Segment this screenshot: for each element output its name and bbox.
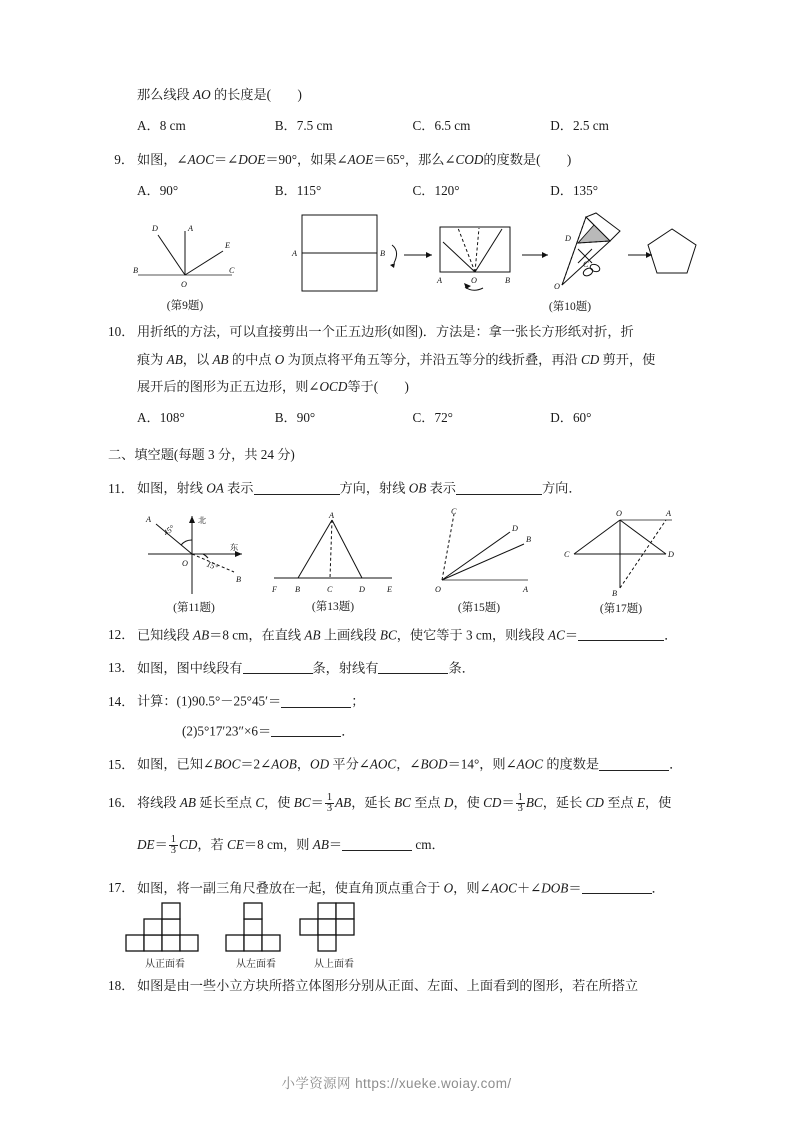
q9-figure-caption: (第9题) — [166, 299, 204, 312]
q11-label-north: 北 — [198, 515, 207, 525]
q17-label-B: B — [612, 588, 618, 598]
q16-line2-var3: CE — [227, 836, 244, 852]
q15-text-c: ， — [296, 756, 311, 772]
q10-line1: 用折纸的方法，可以直接剪出一个正五边形(如图)．方法是：拿一张长方形纸对折，折 — [137, 323, 634, 339]
q12-var-c: BC — [379, 627, 397, 643]
figure-q13 — [268, 510, 398, 614]
q15-label-O: O — [435, 584, 441, 594]
q10-choice-a[interactable]: A．108° — [137, 410, 185, 426]
q16-line2-var1: DE — [137, 836, 155, 852]
q12-number: 12． — [108, 627, 135, 643]
q15-number: 15． — [108, 756, 135, 772]
q9-var-c: AOE — [347, 151, 374, 167]
figure-q11 — [134, 506, 254, 615]
q9-figure-label-C: C — [229, 265, 235, 275]
q8-choice-c[interactable]: C．6.5 cm — [412, 117, 471, 133]
q15-label-B: B — [526, 534, 532, 544]
q13-label-A: A — [329, 510, 335, 520]
question-13-stem — [108, 661, 688, 675]
q11-label-O: O — [182, 558, 188, 568]
q15-text-b: ＝2∠ — [240, 756, 272, 772]
question-15-stem — [108, 757, 688, 771]
q8-stem-variable: AO — [193, 87, 211, 102]
q17-text-e: ． — [651, 880, 665, 896]
question-16-line-1 — [108, 793, 688, 815]
q10-line3-a: 展开后的图形为正五边形，则∠ — [137, 379, 320, 395]
q13-label-E: E — [387, 584, 393, 594]
q10-line2-a: 痕为 — [137, 351, 167, 367]
q16-var-g: CD — [483, 794, 502, 810]
q16-line2-var4: AB — [312, 836, 329, 852]
q15-text-a: 如图，已知∠ — [137, 756, 214, 772]
q11-text-d: 表示 — [426, 480, 456, 496]
q17-label-A: A — [666, 508, 672, 518]
view-left-label: 从左面看 — [236, 958, 276, 970]
q15-blank[interactable] — [599, 757, 669, 771]
q11-label-angle-45: 45° — [161, 522, 177, 538]
q8-choice-b[interactable]: B．7.5 cm — [274, 117, 333, 133]
figure-strip-q18-views — [108, 903, 688, 971]
q12-text-a: 已知线段 — [137, 627, 194, 643]
q10-label-C3: C — [583, 259, 589, 269]
q9-text-b: ＝∠ — [214, 151, 239, 167]
figure-q17 — [560, 504, 682, 616]
view-top — [298, 903, 370, 970]
q15-var-b: AOB — [271, 756, 297, 772]
q9-figure-label-D: D — [152, 223, 158, 233]
q10-choice-c[interactable]: C．72° — [412, 410, 453, 426]
q12-text-f: ． — [664, 627, 678, 643]
q15-var-a: BOC — [214, 756, 241, 772]
q13-text-a: 如图，图中线段有 — [137, 660, 243, 676]
q15-label-D: D — [512, 523, 518, 533]
q9-text-d: ＝65°，那么∠ — [373, 151, 456, 167]
q13-blank-1[interactable] — [243, 661, 313, 675]
q16-var-b: C — [255, 794, 265, 810]
q9-number: 9． — [114, 151, 134, 167]
q13-text-c: 条． — [448, 660, 475, 676]
q9-choice-d[interactable]: D．135° — [550, 182, 599, 198]
q9-choice-a[interactable]: A．90° — [137, 182, 179, 198]
q11-blank-1[interactable] — [254, 481, 340, 495]
question-14-line-2 — [108, 724, 688, 738]
q11-var-b: OB — [408, 480, 427, 496]
q17-text-d: ＝ — [568, 880, 582, 896]
q10-label-A2: A — [437, 275, 443, 285]
q9-text-a: 如图，∠ — [137, 151, 188, 167]
q14-blank-2[interactable] — [271, 724, 341, 738]
q16-frac1-numerator: 1 — [326, 791, 333, 803]
q15-text-d: 平分∠ — [329, 756, 370, 772]
q17-number: 17． — [108, 880, 135, 896]
q15-label-C: C — [451, 506, 457, 516]
q13-label-F: F — [272, 584, 278, 594]
q15-var-e: BOD — [420, 756, 448, 772]
q17-var-b: AOC — [490, 880, 517, 896]
figure-q15 — [420, 506, 538, 615]
q10-figure-caption: (第10题) — [548, 300, 592, 313]
q15-var-f: AOC — [516, 756, 544, 772]
question-8-choices — [108, 115, 688, 134]
question-14-stem — [108, 694, 688, 708]
q16-line2-a: ＝ — [154, 836, 168, 852]
q17-text-b: ，则∠ — [453, 880, 491, 896]
q10-line2-var3: O — [274, 351, 285, 367]
q18-text: 如图是由一些小立方块所搭立体图形分别从正面、左面、上面看到的图形，若在所搭立 — [137, 977, 639, 993]
q13-label-C: C — [327, 584, 333, 594]
q16-blank[interactable] — [342, 837, 412, 851]
q11-blank-2[interactable] — [456, 481, 542, 495]
q10-line3-var: OCD — [319, 379, 348, 395]
q15-var-c: OD — [310, 756, 330, 772]
question-17-stem — [108, 881, 688, 895]
q11-text-a: 如图，射线 — [137, 480, 207, 496]
q9-choice-c[interactable]: C．120° — [412, 182, 460, 198]
q16-frac2-numerator: 1 — [517, 791, 523, 803]
figure-q10 — [280, 211, 770, 314]
q11-label-B: B — [236, 574, 242, 584]
q10-line2-var1: AB — [166, 351, 183, 367]
page-content — [108, 88, 688, 993]
q15-var-d: AOC — [369, 756, 397, 772]
q16-var-i: CD — [585, 794, 604, 810]
question-9-stem — [108, 153, 688, 167]
q12-var-d: AC — [548, 627, 565, 643]
q16-text-j: 至点 — [603, 794, 637, 810]
q8-stem-suffix: 的长度是( ) — [210, 87, 302, 102]
q10-line2-e: 剪开，使 — [599, 351, 656, 367]
q10-line2-b: ，以 — [182, 351, 213, 367]
q12-text-c: 上画线段 — [320, 627, 380, 643]
figure-strip-11-13-15-17 — [108, 506, 688, 624]
q12-text-e: ＝ — [564, 627, 579, 643]
q16-fraction-2 — [516, 793, 525, 815]
q10-label-B2: B — [505, 275, 511, 285]
q14-blank-1[interactable] — [281, 694, 351, 708]
q12-text-d: ，使它等于 3 cm，则线段 — [396, 627, 549, 643]
q14-text-a: 计算：(1)90.5°－25°45′＝ — [137, 693, 282, 709]
q11-label-A: A — [146, 514, 152, 524]
figure-q9 — [130, 213, 240, 313]
q17-label-C: C — [564, 549, 570, 559]
q16-var-d: AB — [335, 794, 352, 810]
q17-label-D: D — [668, 549, 674, 559]
question-10-line-1 — [108, 325, 688, 339]
q14-number: 14． — [108, 693, 135, 709]
q9-var-b: DOE — [238, 151, 266, 167]
q13-figure-caption: (第13题) — [311, 600, 355, 613]
q11-figure-caption: (第11题) — [173, 601, 215, 614]
q13-number: 13． — [108, 660, 135, 676]
q10-line2-var2: AB — [212, 351, 229, 367]
q16-text-e: ，延长 — [351, 794, 395, 810]
q17-var-c: DOB — [541, 880, 569, 896]
q9-text-c: ＝90°，如果∠ — [265, 151, 348, 167]
q14-text-b: ； — [351, 693, 365, 709]
q16-var-e: BC — [394, 794, 411, 810]
q16-line2-e: cm． — [412, 836, 445, 852]
section-2-heading — [108, 448, 688, 462]
q10-line2-c: 的中点 — [228, 351, 275, 367]
q8-stem-prefix: 那么线段 — [137, 87, 194, 102]
q12-text-b: ＝8 cm，在直线 — [209, 627, 305, 643]
q16-var-j: E — [636, 794, 645, 810]
q15-text-f: ＝14°，则∠ — [447, 756, 517, 772]
q16-line2-var2: CD — [179, 836, 198, 852]
q11-label-east: 东 — [230, 542, 239, 552]
question-12-stem — [108, 628, 688, 642]
q16-var-a: AB — [179, 794, 196, 810]
q16-text-f: 至点 — [410, 794, 444, 810]
q17-var-a: O — [443, 880, 454, 896]
q15-figure-caption: (第15题) — [457, 601, 501, 614]
question-11-stem — [108, 481, 688, 495]
q13-label-D: D — [359, 584, 365, 594]
question-10-choices — [108, 407, 688, 426]
q17-text-a: 如图，将一副三角尺叠放在一起，使直角顶点重合于 — [137, 880, 444, 896]
q16-line2-b: ，若 — [197, 836, 228, 852]
q16-text-g: ，使 — [453, 794, 484, 810]
q11-text-b: 表示 — [223, 480, 254, 496]
section-2-heading-text: 二、填空题(每题 3 分，共 24 分) — [108, 447, 295, 463]
q15-text-g: 的度数是 — [543, 756, 600, 772]
q8-choice-a[interactable]: A．8 cm — [137, 117, 186, 133]
footer-text: 小学资源网 https://xueke.woiay.com/ — [281, 1076, 512, 1091]
view-top-label: 从上面看 — [314, 958, 354, 970]
question-8-stem — [108, 88, 688, 102]
q16-text-b: 延长至点 — [195, 794, 256, 810]
q11-var-a: OA — [206, 480, 224, 496]
q11-number: 11． — [108, 480, 134, 496]
q16-text-h: ＝ — [501, 794, 515, 810]
q10-line3-b: 等于( ) — [347, 379, 409, 395]
q16-frac3-numerator: 1 — [170, 833, 177, 845]
question-16-line-2 — [108, 835, 688, 857]
q10-label-B1: B — [380, 248, 386, 258]
view-left — [224, 903, 288, 970]
q12-var-a: AB — [193, 627, 210, 643]
q9-figure-label-O: O — [181, 279, 187, 289]
q16-frac1-denominator: 3 — [326, 803, 333, 814]
q11-label-angle-15: 15° — [205, 559, 220, 572]
q16-frac2-denominator: 3 — [517, 803, 523, 814]
q9-var-d: COD — [455, 151, 484, 167]
question-10-line-3 — [108, 380, 688, 394]
figure-strip-q9-q10 — [108, 213, 688, 321]
q16-var-c: BC — [293, 794, 311, 810]
q16-line2-c: ＝8 cm，则 — [243, 836, 313, 852]
view-front-label: 从正面看 — [145, 958, 185, 970]
question-18-stem — [108, 979, 688, 993]
view-front — [124, 903, 206, 970]
q15-label-A: A — [523, 584, 529, 594]
footer-watermark — [0, 1072, 793, 1092]
question-9-choices — [108, 180, 688, 199]
q9-figure-label-E: E — [225, 240, 231, 250]
q10-number: 10． — [108, 323, 135, 339]
q9-text-e: 的度数是( ) — [483, 151, 572, 167]
question-10-line-2 — [108, 353, 688, 367]
q11-text-c: 方向，射线 — [339, 480, 409, 496]
q16-fraction-3 — [169, 835, 178, 857]
q10-label-O3: O — [554, 281, 560, 291]
q13-text-b: 条，射线有 — [312, 660, 379, 676]
q13-label-B: B — [295, 584, 301, 594]
q14-line2-a: (2)5°17′23″×6＝ — [182, 723, 272, 739]
q10-line2-d: 为顶点将平角五等分，并沿五等分的线折叠，再沿 — [284, 351, 581, 367]
q9-choice-b[interactable]: B．115° — [274, 182, 322, 198]
q17-figure-caption: (第17题) — [599, 602, 643, 615]
q10-line2-var4: CD — [581, 351, 600, 367]
q9-figure-label-A: A — [188, 223, 194, 233]
q17-text-c: ＋∠ — [516, 880, 542, 896]
q8-choice-d[interactable]: D．2.5 cm — [550, 117, 609, 133]
q9-figure-label-B: B — [133, 265, 139, 275]
q16-fraction-1 — [325, 793, 334, 815]
q16-text-d: ＝ — [310, 794, 324, 810]
q12-blank[interactable] — [578, 628, 664, 642]
q17-label-O: O — [616, 508, 622, 518]
q12-var-b: AB — [304, 627, 321, 643]
q11-text-e: 方向． — [542, 480, 582, 496]
q10-choice-d[interactable]: D．60° — [550, 410, 592, 426]
q16-line2-d: ＝ — [328, 836, 343, 852]
q16-number: 16． — [108, 794, 135, 810]
q10-choice-b[interactable]: B．90° — [274, 410, 316, 426]
q16-var-f: D — [443, 794, 454, 810]
q17-blank[interactable] — [582, 881, 652, 895]
q16-var-h: BC — [525, 794, 543, 810]
q16-text-c: ，使 — [264, 794, 294, 810]
q15-text-h: ． — [669, 756, 683, 772]
q16-text-a: 将线段 — [137, 794, 180, 810]
q15-text-e: ，∠ — [396, 756, 421, 772]
q14-line2-b: ． — [341, 723, 355, 739]
q16-text-i: ，延长 — [542, 794, 586, 810]
q9-var-a: AOC — [187, 151, 214, 167]
q10-label-D3: D — [565, 233, 571, 243]
q16-text-k: ，使 — [644, 794, 672, 810]
q16-frac3-denominator: 3 — [170, 845, 177, 856]
q18-number: 18． — [108, 977, 135, 993]
q13-blank-2[interactable] — [378, 661, 448, 675]
q10-label-O2: O — [471, 275, 477, 285]
q10-label-A1: A — [292, 248, 298, 258]
